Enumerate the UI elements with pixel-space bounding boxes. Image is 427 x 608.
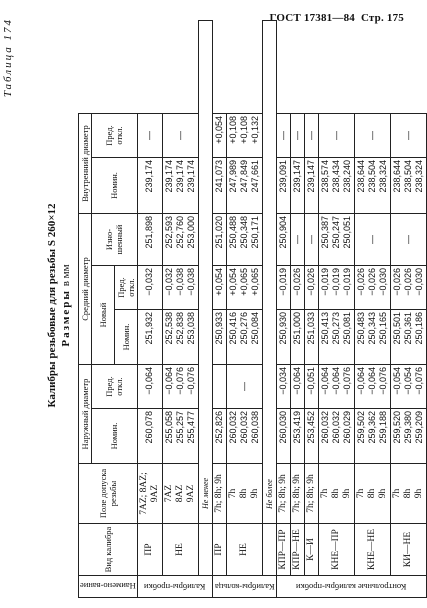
mid-dev-cell: +0,054 [212, 266, 226, 310]
outer-nom-cell: 260,032 260,032 260,038 [226, 409, 262, 464]
tolerance-cell: 7h 8h 9h [318, 464, 354, 524]
header-row-1 [79, 21, 92, 598]
mid-new-header: Новый [92, 266, 115, 365]
not-more-row [262, 21, 276, 598]
table-row [212, 21, 226, 598]
inner-dev-cell: — [318, 113, 354, 157]
mid-dev-cell: −0,019 −0,019 −0,019 [318, 266, 354, 310]
table-row [276, 21, 290, 598]
tolerance-cell: 7AZ 8AZ 9AZ [162, 464, 198, 524]
mid-nom-cell: 250,930 [276, 310, 290, 365]
table-row [354, 21, 390, 598]
outer-dev-cell: — [226, 365, 262, 409]
mid-nom-header: Номин. [114, 310, 137, 365]
outer-nom-cell: 253,452 [304, 409, 318, 464]
mid-dev-cell: −0,032 [137, 266, 162, 310]
table-row [226, 21, 262, 598]
inner-nom-cell: 238,574 238,434 238,240 [318, 157, 354, 213]
table-number: Таблица 174 [2, 18, 14, 98]
mid-worn-cell: — [304, 213, 318, 265]
outer-nom-cell: 253,419 [290, 409, 304, 464]
inner-nom-cell: 247,989 247,849 247,661 [226, 157, 262, 213]
mid-nom-cell: 250,483 250,343 250,165 [354, 310, 390, 365]
inner-nom-cell: 238,644 238,504 238,324 [390, 157, 426, 213]
gauge-table [78, 20, 427, 598]
type-cell: КНЕ—НЕ [354, 524, 390, 576]
tolerance-cell: 7h; 8h; 9h [276, 464, 290, 524]
qualifier-label: Не менее [198, 21, 212, 524]
tolerance-cell: 7h 8h 9h [390, 464, 426, 524]
qualifier-label: Не более [262, 21, 276, 524]
inner-nom-cell: 239,147 [304, 157, 318, 213]
outer-dev-header: Пред. откл. [92, 365, 138, 409]
tolerance-cell: 7h 8h 9h [226, 464, 262, 524]
not-less-row [198, 21, 212, 598]
outer-dev-cell: −0,064 −0,064 −0,076 [354, 365, 390, 409]
mid-worn-cell: — [354, 213, 390, 265]
outer-dev-cell: −0,054 −0,054 −0,076 [390, 365, 426, 409]
outer-dev-cell: −0,051 [304, 365, 318, 409]
mid-nom-cell: 250,416 250,276 250,084 [226, 310, 262, 365]
outer-dev-cell: −0,064 −0,076 −0,076 [162, 365, 198, 409]
inner-dev-header: Пред. откл. [92, 113, 138, 157]
mid-worn-header: Изно-шенный [92, 213, 138, 265]
col-inner-header: Внутренний диаметр [79, 113, 92, 213]
outer-nom-cell: 252,826 [212, 409, 226, 464]
inner-dev-cell: +0,108 +0,108 +0,132 [226, 113, 262, 157]
col-type-header: Вид калибра [79, 524, 138, 576]
page-number: Стр. 175 [360, 12, 404, 24]
mid-nom-cell: 250,933 [212, 310, 226, 365]
mid-dev-cell: −0,026 [290, 266, 304, 310]
col-tol-header: Поле допуска резьбы [79, 464, 138, 524]
col-mid-header: Средний диаметр [79, 213, 92, 364]
table-row [390, 21, 426, 598]
outer-nom-cell: 260,078 [137, 409, 162, 464]
group-label: Контрольные калибры-пробки [276, 576, 426, 598]
mid-worn-cell: 250,488 250,348 250,171 [226, 213, 262, 265]
outer-nom-cell: 260,032 260,032 260,029 [318, 409, 354, 464]
type-cell: КНЕ—ПР [318, 524, 354, 576]
mid-dev-cell: −0,032 −0,038 −0,038 [162, 266, 198, 310]
rotated-page-content [0, 8, 424, 608]
mid-dev-cell: −0,026 −0,026 −0,030 [354, 266, 390, 310]
inner-dev-cell: +0,054 [212, 113, 226, 157]
type-cell: К—И [304, 524, 318, 576]
mid-worn-cell: — [390, 213, 426, 265]
tolerance-cell: 7h; 8h; 9h [212, 464, 226, 524]
standard-number: ГОСТ 17381—84 [269, 12, 355, 24]
subtitle-unit: в мм [60, 264, 72, 287]
inner-dev-cell: — [162, 113, 198, 157]
inner-nom-cell: 238,644 238,504 238,324 [354, 157, 390, 213]
type-cell: ПР [212, 524, 226, 576]
tolerance-cell: 7h 8h 9h [354, 464, 390, 524]
type-cell: ПР [137, 524, 162, 576]
inner-nom-cell: 239,091 [276, 157, 290, 213]
table-row [318, 21, 354, 598]
inner-nom-cell: 239,174 [137, 157, 162, 213]
table-row [304, 21, 318, 598]
mid-dev-cell: +0,054 +0,065 +0,065 [226, 266, 262, 310]
inner-nom-cell: 239,174 239,174 239,174 [162, 157, 198, 213]
inner-dev-cell: — [137, 113, 162, 157]
table-row [137, 21, 162, 598]
inner-dev-cell: — [390, 113, 426, 157]
mid-worn-cell: 251,898 [137, 213, 162, 265]
mid-dev-cell: −0,026 [304, 266, 318, 310]
mid-nom-cell: 251,000 [290, 310, 304, 365]
col-outer-header: Наружный диаметр [79, 365, 92, 464]
type-cell: КПР—НЕ [290, 524, 304, 576]
mid-worn-cell: 252,593 252,760 253,000 [162, 213, 198, 265]
outer-dev-cell [212, 365, 226, 409]
outer-nom-cell: 260,030 [276, 409, 290, 464]
type-cell: НЕ [162, 524, 198, 576]
outer-nom-header: Номин. [92, 409, 138, 464]
outer-dev-cell: −0,064 [137, 365, 162, 409]
outer-dev-cell: −0,034 [276, 365, 290, 409]
type-cell: НЕ [226, 524, 262, 576]
mid-nom-cell: 250,413 250,273 250,081 [318, 310, 354, 365]
mid-worn-cell: 250,904 [276, 213, 290, 265]
group-label: Калибры-кольца [212, 576, 276, 598]
type-cell: КПР—ПР [276, 524, 290, 576]
outer-dev-cell: −0,064 −0,064 −0,076 [318, 365, 354, 409]
mid-dev-cell: −0,019 [276, 266, 290, 310]
inner-dev-cell: — [276, 113, 290, 157]
mid-nom-cell: 251,033 [304, 310, 318, 365]
outer-dev-cell: −0,064 [290, 365, 304, 409]
table-subtitle [60, 23, 72, 588]
inner-nom-header: Номин. [92, 157, 138, 213]
table-row [162, 21, 198, 598]
outer-nom-cell: 259,520 259,380 259,209 [390, 409, 426, 464]
mid-dev-header: Пред. откл. [114, 266, 137, 310]
mid-worn-cell: 250,387 250,247 250,051 [318, 213, 354, 265]
mid-dev-cell: −0,026 −0,026 −0,030 [390, 266, 426, 310]
tolerance-cell: 7AZ; 8AZ; 9AZ [137, 464, 162, 524]
subtitle-prefix: Размеры [60, 289, 72, 347]
mid-worn-cell: — [290, 213, 304, 265]
col-name-header: Наимено-вание [79, 576, 138, 598]
inner-dev-cell: — [304, 113, 318, 157]
mid-nom-cell: 251,932 [137, 310, 162, 365]
outer-nom-cell: 255,058 255,257 255,477 [162, 409, 198, 464]
inner-dev-cell: — [290, 113, 304, 157]
inner-nom-cell: 241,073 [212, 157, 226, 213]
mid-worn-cell: 251,020 [212, 213, 226, 265]
tolerance-cell: 7h; 8h; 9h [290, 464, 304, 524]
tolerance-cell: 7h; 8h; 9h [304, 464, 318, 524]
mid-nom-cell: 250,501 250,361 250,186 [390, 310, 426, 365]
type-cell: КИ—НЕ [390, 524, 426, 576]
outer-nom-cell: 259,502 259,362 259,188 [354, 409, 390, 464]
table-title: Калибры резьбовые для резьбы S 260×12 [46, 203, 58, 408]
table-row [290, 21, 304, 598]
inner-nom-cell: 239,147 [290, 157, 304, 213]
inner-dev-cell: — [354, 113, 390, 157]
mid-nom-cell: 252,538 252,838 253,038 [162, 310, 198, 365]
group-label: Калибры-пробки [137, 576, 212, 598]
